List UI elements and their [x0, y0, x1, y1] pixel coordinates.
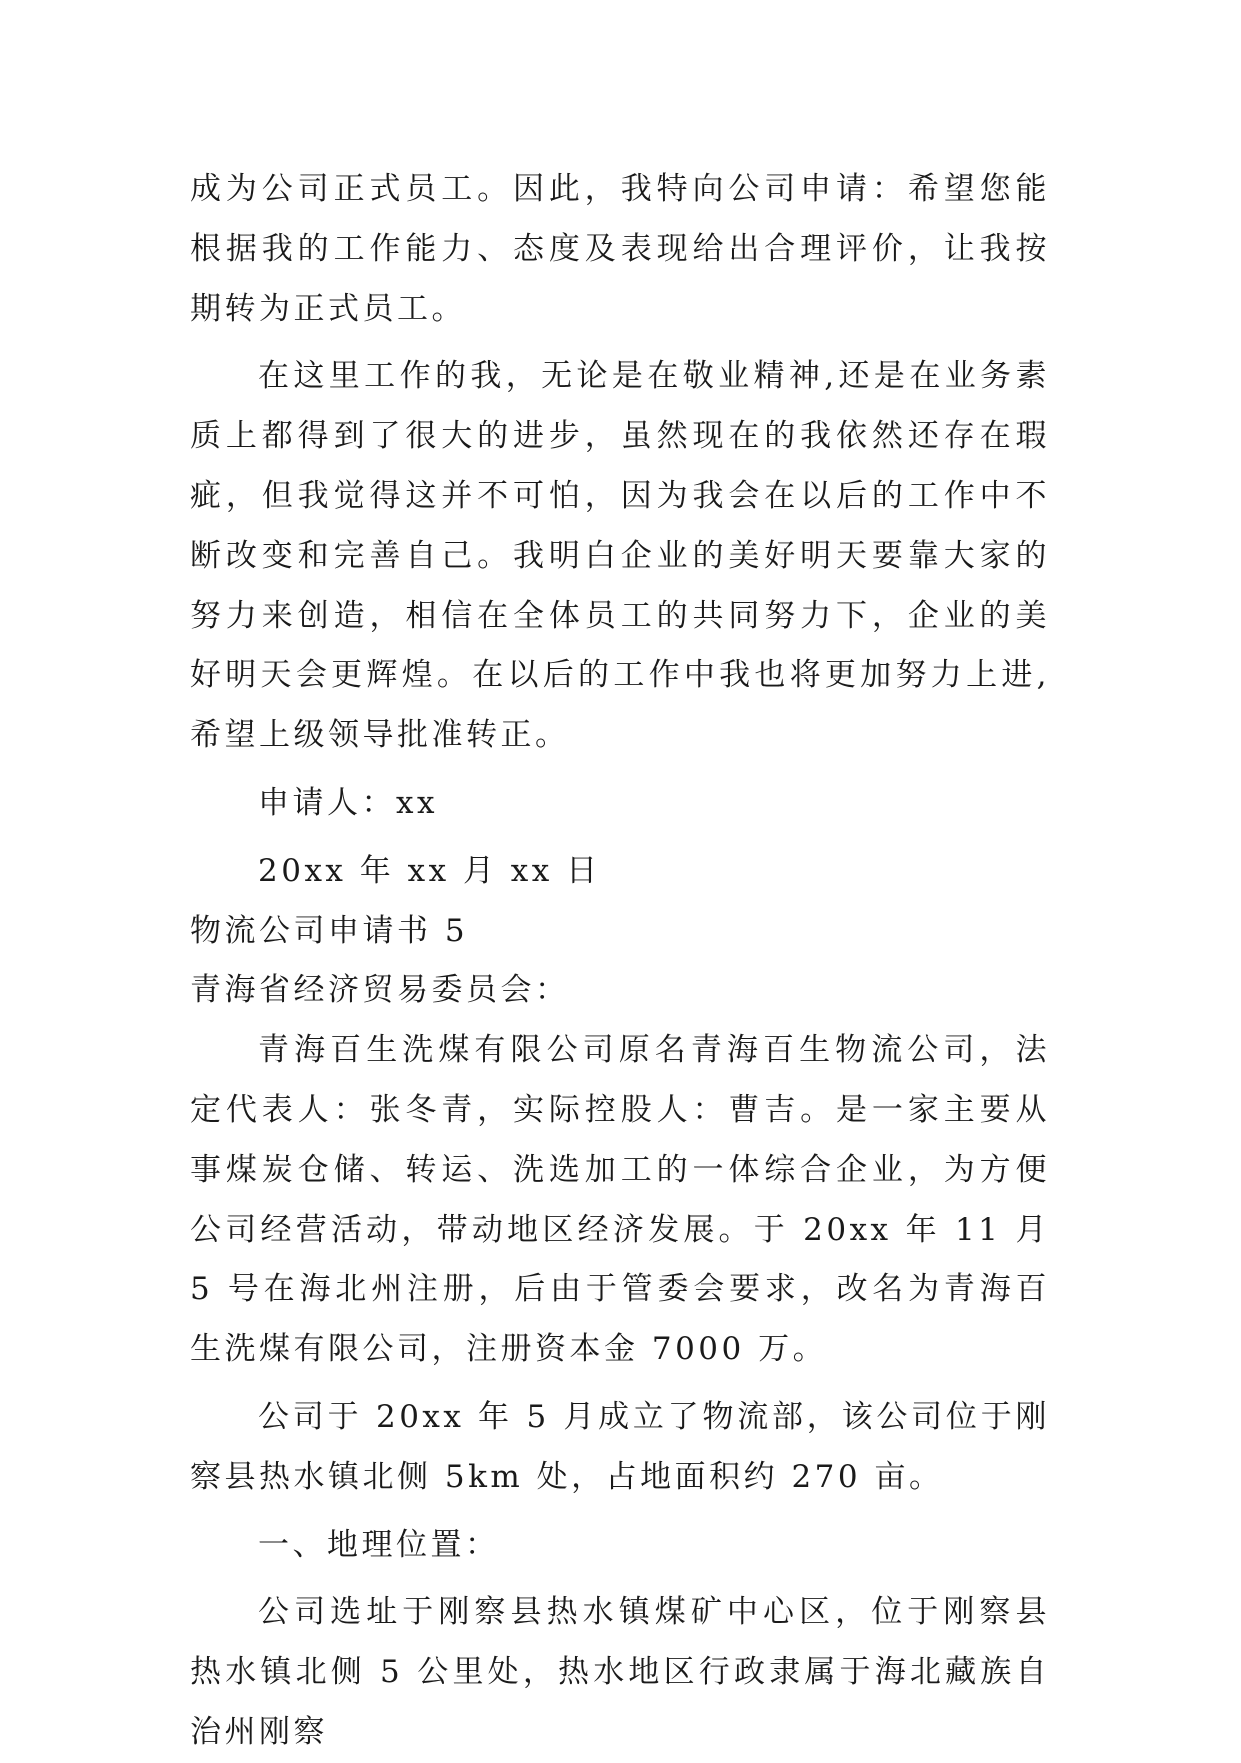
paragraph-work-progress: 在这里工作的我，无论是在敬业精神,还是在业务素质上都得到了很大的进步，虽然现在的我依然还存在瑕疵，但我觉得这并不可怕，因为我会在以后的工作中不断改变和完善自己。我明白企业的美好明天要靠大家的努力来创造，相信在全体员工的共同努力下，企业的美好明天会更辉煌。在以后的工作中我也将更加努力上进,希望上级领导批准转正。 [190, 358, 1050, 754]
application-date: 20xx 年 xx 月 xx 日 [258, 852, 601, 889]
paragraph-company-intro: 青海百生洗煤有限公司原名青海百生物流公司，法定代表人：张冬青，实际控股人：曹吉。是一家主要从事煤炭仓储、转运、洗选加工的一体综合企业，为方便公司经营活动，带动地区经济发展。于 20xx 年 11 月 5 号在海北州注册，后由于管委会要求，改名为青海百生洗煤有限公司，注册资本金 7000 万。 [190, 1032, 1050, 1368]
paragraph-logistics-department: 公司于 20xx 年 5 月成立了物流部，该公司位于刚察县热水镇北侧 5km 处，占地面积约 270 亩。 [190, 1398, 1050, 1495]
paragraph-transfer-request: 成为公司正式员工。因此，我特向公司申请：希望您能根据我的工作能力、态度及表现给出合理评价，让我按期转为正式员工。 [190, 171, 1050, 327]
letter-salutation: 青海省经济贸易委员会： [190, 972, 570, 1009]
document-body [190, 160, 1050, 1763]
applicant-signature: 申请人：xx [258, 784, 438, 821]
section-heading: 物流公司申请书 5 [190, 912, 469, 949]
subheading-geographic-location: 一、地理位置： [258, 1526, 500, 1563]
paragraph-site-location: 公司选址于刚察县热水镇煤矿中心区，位于刚察县热水镇北侧 5 公里处，热水地区行政隶属于海北藏族自治州刚察 [190, 1594, 1050, 1750]
